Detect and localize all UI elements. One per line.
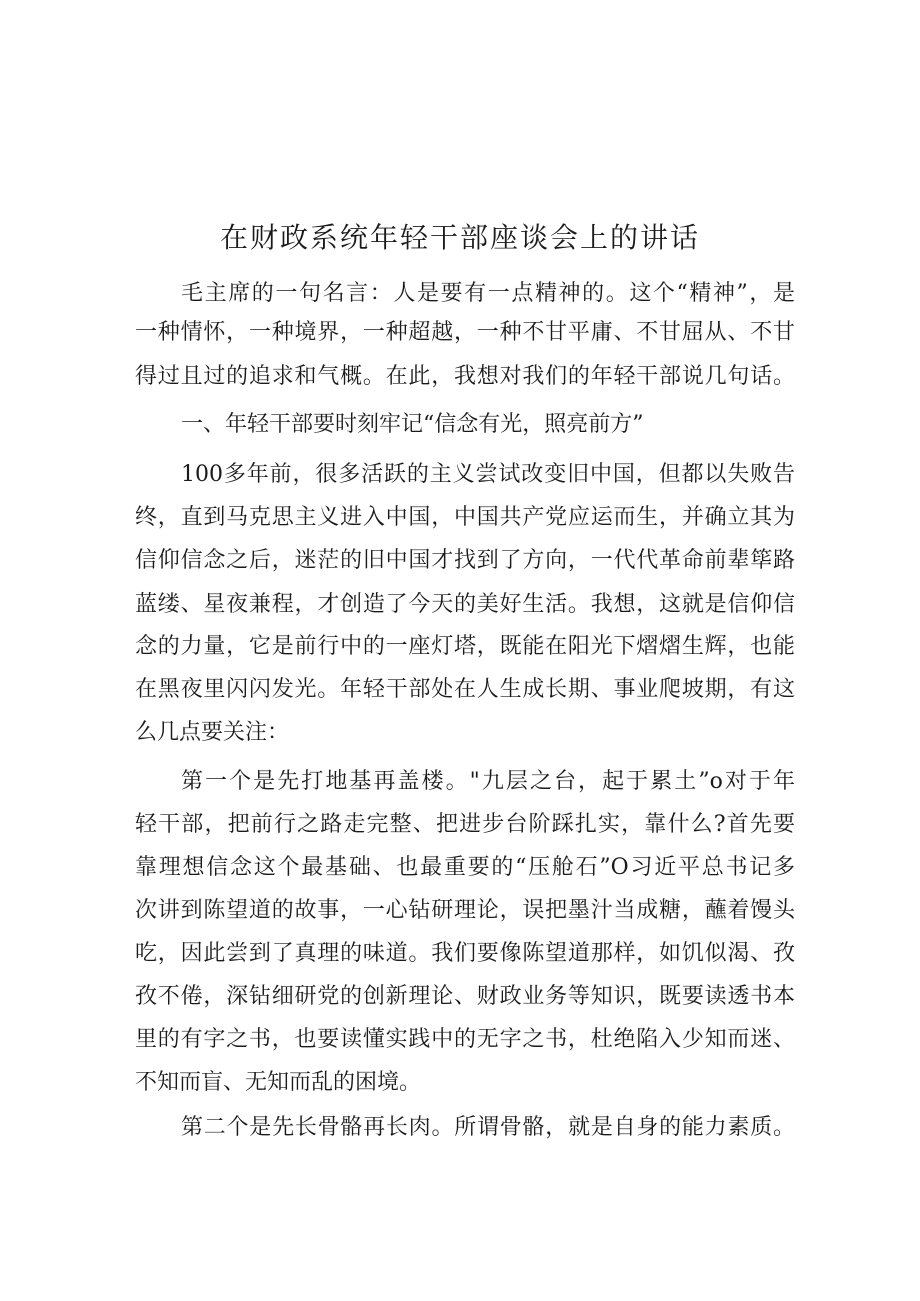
paragraph-point1-line-4: 次讲到陈望道的故事，一心钻研理论，误把墨汁当成糖，蘸着馒头 (135, 898, 795, 923)
section-heading-1: 一、年轻干部要时刻牢记“信念有光，照亮前方” (181, 412, 644, 437)
paragraph-intro-line-3: 得过且过的追求和气概。在此，我想对我们的年轻干部说几句话。 (135, 364, 795, 389)
paragraph-history-line-1: 100多年前，很多活跃的主义尝试改变旧中国，但都以失败告 (181, 462, 795, 487)
paragraph-point1-line-1: 第一个是先打地基再盖楼。"九层之台，起于累土”o对于年 (181, 769, 795, 794)
paragraph-history-line-2: 终，直到马克思主义进入中国，中国共产党应运而生，并确立其为 (135, 505, 795, 530)
paragraph-intro-line-2: 一种情怀，一种境界，一种超越，一种不甘平庸、不甘屈从、不甘 (135, 320, 795, 345)
paragraph-history-line-3: 信仰信念之后，迷茫的旧中国才找到了方向，一代代革命前辈筚路 (135, 548, 795, 573)
paragraph-point1-line-5: 吃，因此尝到了真理的味道。我们要像陈望道那样，如饥似渴、孜 (135, 941, 795, 966)
paragraph-point1-line-2: 轻干部，把前行之路走完整、把进步台阶踩扎实，靠什么?首先要 (135, 812, 795, 837)
paragraph-history-line-5: 念的力量，它是前行中的一座灯塔，既能在阳光下熠熠生辉，也能 (135, 634, 795, 659)
paragraph-intro-line-1: 毛主席的一句名言：人是要有一点精神的。这个“精神”，是 (181, 281, 795, 306)
paragraph-point2-line-1: 第二个是先长骨骼再长肉。所谓骨骼，就是自身的能力素质。 (181, 1115, 795, 1140)
paragraph-history-line-7: 么几点要关注： (135, 720, 290, 745)
paragraph-point1-line-7: 里的有字之书，也要读懂实践中的无字之书，杜绝陷入少知而迷、 (135, 1027, 795, 1052)
paragraph-point1-line-8: 不知而盲、无知而乱的困境。 (135, 1070, 422, 1095)
paragraph-point1-line-3: 靠理想信念这个最基础、也最重要的“压舱石”O习近平总书记多 (135, 855, 795, 880)
paragraph-history-line-6: 在黑夜里闪闪发光。年轻干部处在人生成长期、事业爬坡期，有这 (135, 677, 795, 702)
document-title: 在财政系统年轻干部座谈会上的讲话 (219, 221, 700, 254)
paragraph-history-line-4: 蓝缕、星夜兼程，才创造了今天的美好生活。我想，这就是信仰信 (135, 592, 795, 617)
paragraph-point1-line-6: 孜不倦，深钻细研党的创新理论、财政业务等知识，既要读透书本 (135, 984, 795, 1009)
